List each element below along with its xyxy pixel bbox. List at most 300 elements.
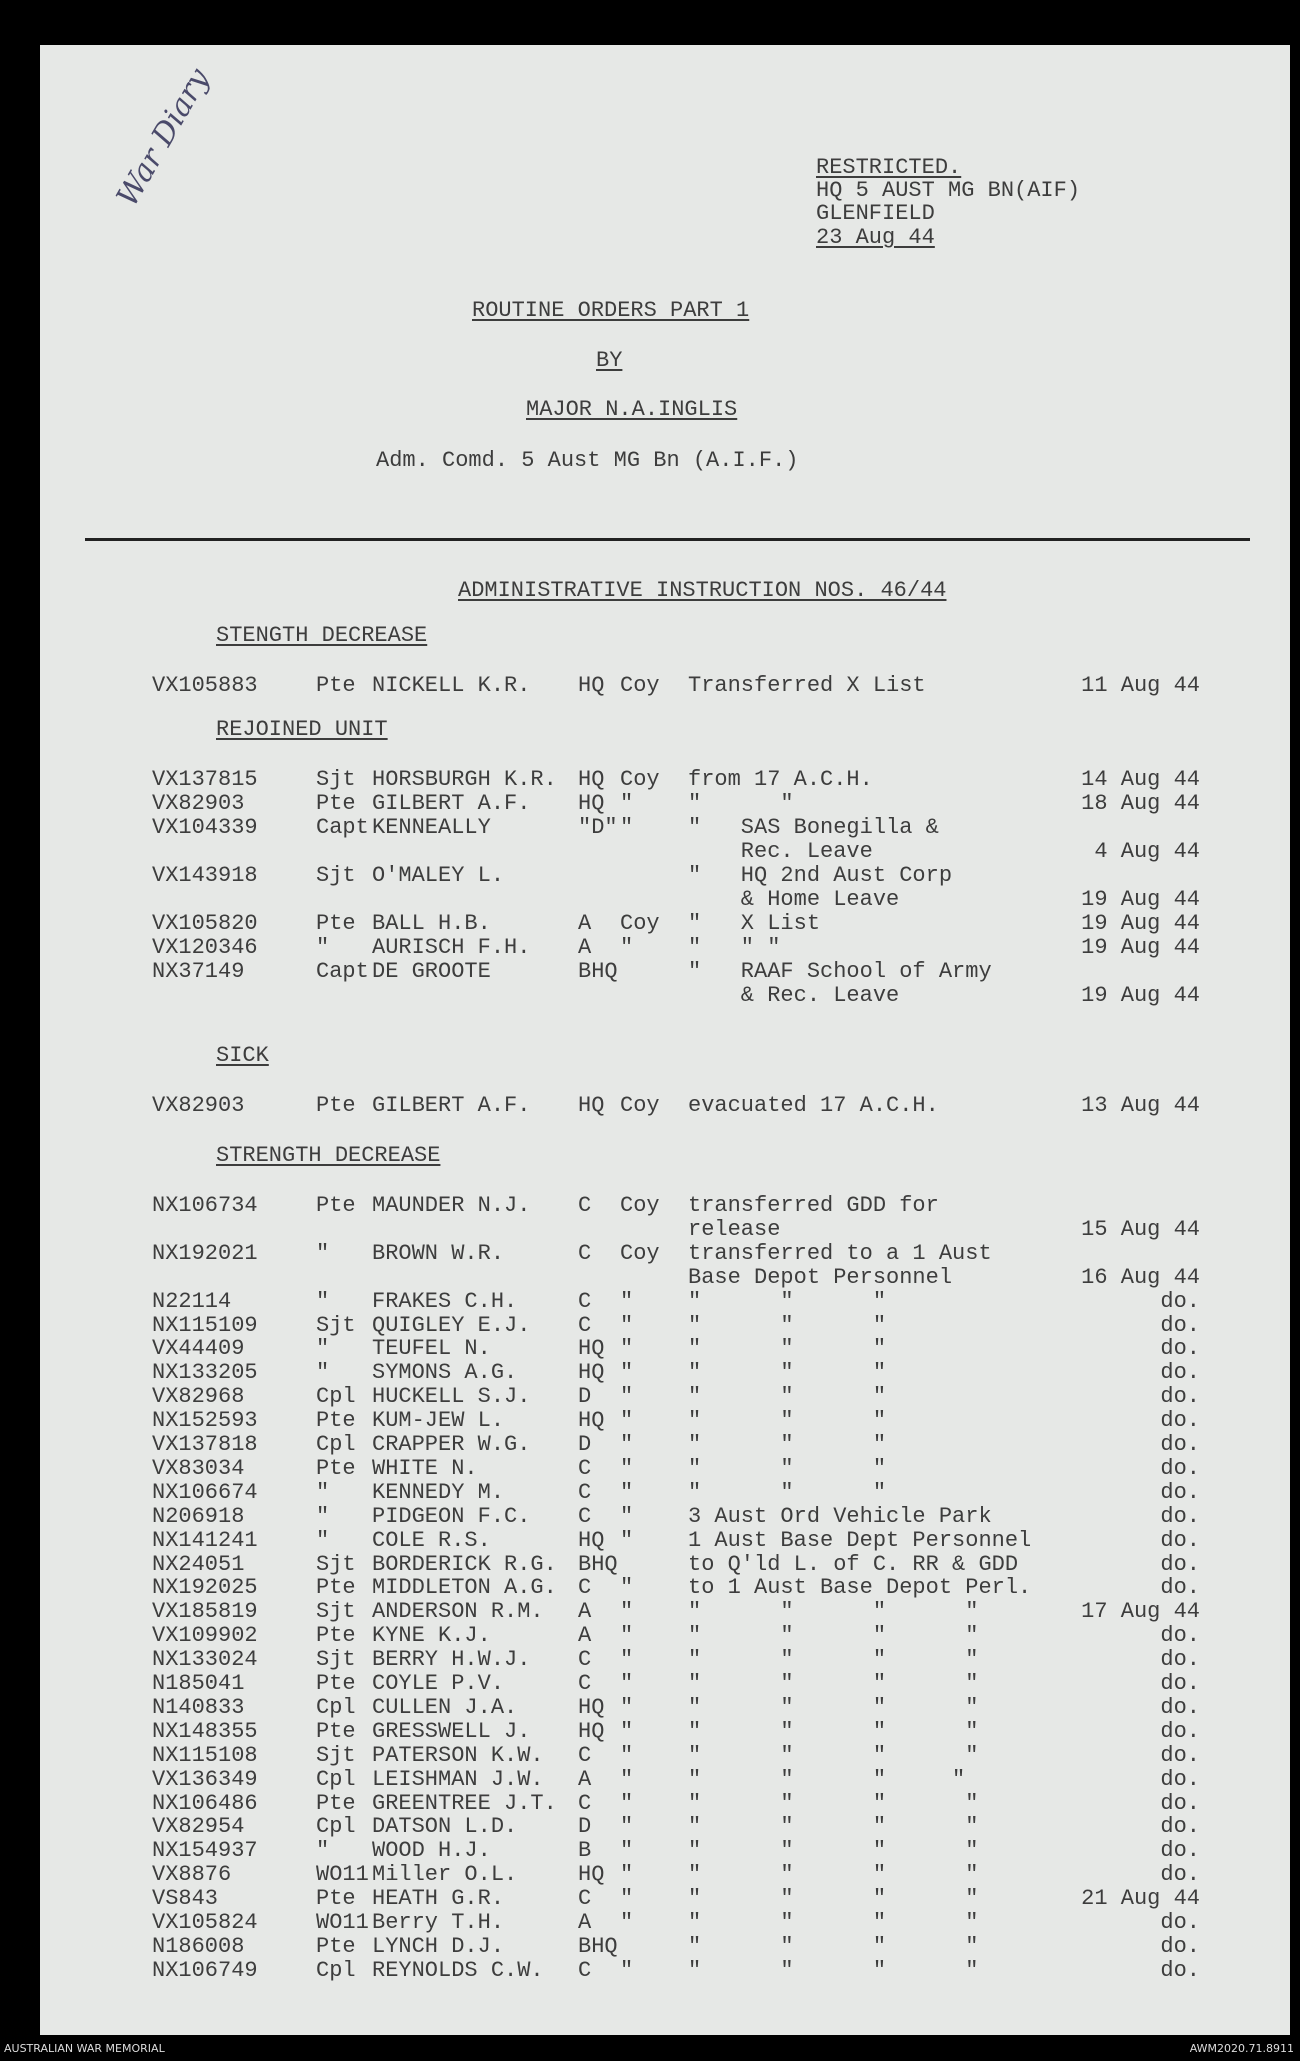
date: 19 Aug 44 — [1081, 935, 1200, 960]
table-row — [40, 1623, 1290, 1647]
remark: " " " — [688, 1432, 887, 1457]
remark: " " " " — [688, 1671, 979, 1696]
company-suffix: " — [620, 1288, 634, 1314]
company: D — [578, 1384, 592, 1410]
date: 14 Aug 44 — [1081, 767, 1200, 792]
table-row — [40, 1814, 1290, 1838]
rank: " — [316, 1336, 330, 1362]
service-number: VX83034 — [152, 1455, 245, 1481]
remark: " HQ 2nd Aust Corp — [688, 863, 953, 888]
soldier-name: COYLE P.V. — [372, 1671, 505, 1696]
company-suffix: " — [620, 1503, 634, 1529]
remark: " SAS Bonegilla & — [688, 815, 939, 840]
company-suffix: " — [620, 1432, 634, 1457]
title-line1: ROUTINE ORDERS PART 1 — [472, 298, 750, 323]
table-row — [40, 1791, 1290, 1815]
company-suffix: Coy — [620, 1093, 660, 1118]
soldier-name: HORSBURGH K.R. — [372, 767, 557, 792]
rank: Sjt — [316, 1742, 356, 1768]
company: HQ — [578, 1527, 605, 1553]
service-number: VX109902 — [152, 1623, 258, 1649]
company: C — [578, 1193, 592, 1218]
date: 18 Aug 44 — [1081, 791, 1200, 816]
remark: " " " — [688, 1312, 887, 1338]
soldier-name: KENNEDY M. — [372, 1479, 505, 1505]
company-suffix: " — [620, 1527, 634, 1553]
rank: Sjt — [316, 1599, 356, 1625]
date: 16 Aug 44 — [1081, 1264, 1200, 1290]
remark: " " " — [688, 1360, 887, 1386]
date: 19 Aug 44 — [1081, 911, 1200, 936]
company: "D" — [578, 815, 618, 840]
service-number: N22114 — [152, 1288, 232, 1314]
rank: Cpl — [316, 1766, 356, 1792]
rank: Pte — [316, 911, 356, 936]
company: HQ — [578, 1408, 605, 1434]
company-suffix: " — [620, 1623, 634, 1649]
company: A — [578, 1623, 592, 1649]
service-number: VX143918 — [152, 863, 258, 888]
service-number: VX137818 — [152, 1432, 258, 1457]
company: A — [578, 911, 592, 936]
table-row — [40, 911, 1290, 935]
service-number: VX120346 — [152, 935, 258, 960]
remark: " " " " — [688, 1623, 979, 1649]
table-row — [40, 1289, 1290, 1313]
date: 15 Aug 44 — [1081, 1216, 1200, 1242]
date: do. — [1160, 1933, 1200, 1959]
service-number: NX106749 — [152, 1957, 258, 1983]
company-suffix: " — [620, 1886, 634, 1912]
company: HQ — [578, 1718, 605, 1744]
service-number: VX8876 — [152, 1862, 232, 1888]
remark: " " " " — [688, 1647, 979, 1673]
rank: Sjt — [316, 1647, 356, 1673]
company: C — [578, 1647, 592, 1673]
table-row — [40, 1599, 1290, 1623]
remark: " " — [688, 791, 794, 816]
table-row — [40, 1093, 1290, 1117]
table-row — [40, 1886, 1290, 1910]
company-suffix: " — [620, 1957, 634, 1983]
company-suffix: " — [620, 1384, 634, 1410]
rank: WO11 — [316, 1910, 369, 1935]
company: D — [578, 1814, 592, 1840]
date: do. — [1160, 1862, 1200, 1888]
service-number: NX24051 — [152, 1551, 245, 1577]
table-row — [40, 673, 1290, 697]
title-line2: BY — [596, 348, 623, 373]
soldier-name: QUIGLEY E.J. — [372, 1312, 531, 1338]
company: A — [578, 1910, 592, 1935]
company-suffix: " — [620, 1599, 634, 1625]
soldier-name: SYMONS A.G. — [372, 1360, 518, 1386]
table-row — [40, 1719, 1290, 1743]
company-suffix: " — [620, 1814, 634, 1840]
company-suffix: " — [620, 1838, 634, 1864]
soldier-name: DATSON L.D. — [372, 1814, 518, 1840]
company: HQ — [578, 1093, 605, 1118]
company-suffix: " — [620, 1312, 634, 1338]
rank: " — [316, 1838, 330, 1864]
company-suffix: " — [620, 1647, 634, 1673]
rank: Cpl — [316, 1432, 356, 1457]
company: C — [578, 1575, 592, 1601]
rank: Capt — [316, 959, 369, 984]
heading-strength-decrease-1: STENGTH DECREASE — [216, 623, 428, 648]
company-suffix: " — [620, 1336, 634, 1362]
soldier-name: WHITE N. — [372, 1455, 478, 1481]
service-number: NX115108 — [152, 1742, 258, 1768]
date: do. — [1160, 1288, 1200, 1314]
rank: Pte — [316, 1623, 356, 1649]
service-number: VX82903 — [152, 791, 245, 816]
remark: & Home Leave — [688, 887, 900, 912]
company-suffix: " — [620, 1910, 634, 1935]
company-suffix: " — [620, 1862, 634, 1888]
company: C — [578, 1790, 592, 1816]
table-row — [40, 1575, 1290, 1599]
rank: Sjt — [316, 1551, 356, 1577]
company: HQ — [578, 1336, 605, 1362]
company-suffix: Coy — [620, 767, 660, 792]
remark: Base Depot Personnel — [688, 1264, 953, 1290]
date: 19 Aug 44 — [1081, 983, 1200, 1008]
remark: " " " " — [688, 1862, 979, 1888]
soldier-name: BALL H.B. — [372, 911, 491, 936]
rank: Pte — [316, 1408, 356, 1434]
date: do. — [1160, 1718, 1200, 1744]
soldier-name: CRAPPER W.G. — [372, 1432, 531, 1457]
header-location: GLENFIELD — [816, 201, 935, 226]
rank: " — [316, 1479, 330, 1505]
date: 4 Aug 44 — [1094, 839, 1200, 864]
rank: Pte — [316, 791, 356, 816]
company-suffix: " — [620, 791, 634, 816]
date: do. — [1160, 1910, 1200, 1935]
table-row — [40, 1241, 1290, 1265]
soldier-name: HUCKELL S.J. — [372, 1384, 531, 1410]
company: HQ — [578, 673, 605, 698]
rank: WO11 — [316, 1862, 369, 1888]
company: HQ — [578, 767, 605, 792]
remark: " " " — [688, 1455, 887, 1481]
divider-rule — [85, 538, 1250, 541]
company-suffix: " — [620, 935, 634, 960]
service-number: NX152593 — [152, 1408, 258, 1434]
remark: " " " " — [688, 1910, 979, 1935]
table-row — [40, 1432, 1290, 1456]
service-number: NX133024 — [152, 1647, 258, 1673]
document-page — [40, 45, 1290, 2035]
soldier-name: DE GROOTE — [372, 959, 491, 984]
rank: Pte — [316, 1886, 356, 1912]
company-suffix: " — [620, 1718, 634, 1744]
company: HQ — [578, 1694, 605, 1720]
soldier-name: COLE R.S. — [372, 1527, 491, 1553]
company-suffix: " — [620, 1671, 634, 1696]
date: 19 Aug 44 — [1081, 887, 1200, 912]
date: 21 Aug 44 — [1081, 1886, 1200, 1912]
date: do. — [1160, 1742, 1200, 1768]
soldier-name: BROWN W.R. — [372, 1240, 505, 1266]
service-number: VX137815 — [152, 767, 258, 792]
table-row — [40, 1217, 1290, 1241]
date: do. — [1160, 1790, 1200, 1816]
remark: transferred to a 1 Aust — [688, 1240, 992, 1266]
table-row — [40, 1336, 1290, 1360]
remark: 1 Aust Base Dept Personnel — [688, 1527, 1032, 1553]
rank: Cpl — [316, 1957, 356, 1983]
rank: Pte — [316, 1790, 356, 1816]
table-row — [40, 959, 1290, 983]
date: do. — [1160, 1455, 1200, 1481]
soldier-name: ANDERSON R.M. — [372, 1599, 544, 1625]
date: do. — [1160, 1432, 1200, 1457]
rank: Pte — [316, 673, 356, 698]
rank: " — [316, 1527, 330, 1553]
rank: Pte — [316, 1575, 356, 1601]
soldier-name: AURISCH F.H. — [372, 935, 531, 960]
service-number: N186008 — [152, 1933, 245, 1959]
date: do. — [1160, 1336, 1200, 1362]
date: do. — [1160, 1814, 1200, 1840]
service-number: NX115109 — [152, 1312, 258, 1338]
company: HQ — [578, 1360, 605, 1386]
remark: " " " " — [688, 1718, 979, 1744]
company: A — [578, 935, 592, 960]
title-line3: MAJOR N.A.INGLIS — [526, 397, 738, 422]
footer-right: AWM2020.71.8911 — [1189, 2042, 1294, 2055]
service-number: NX106734 — [152, 1193, 258, 1218]
date: 11 Aug 44 — [1081, 673, 1200, 698]
company: BHQ — [578, 959, 618, 984]
remark: " " " — [688, 935, 781, 960]
service-number: VX104339 — [152, 815, 258, 840]
company: C — [578, 1503, 592, 1529]
soldier-name: O'MALEY L. — [372, 863, 505, 888]
table-row — [40, 839, 1290, 863]
table-row — [40, 1647, 1290, 1671]
soldier-name: MAUNDER N.J. — [372, 1193, 531, 1218]
table-row — [40, 815, 1290, 839]
service-number: VX105820 — [152, 911, 258, 936]
service-number: NX106674 — [152, 1479, 258, 1505]
table-row — [40, 1360, 1290, 1384]
rank: Pte — [316, 1671, 356, 1696]
company: C — [578, 1479, 592, 1505]
company-suffix: " — [620, 1360, 634, 1386]
rank: " — [316, 935, 330, 960]
rank: Pte — [316, 1193, 356, 1218]
remark: " X List — [688, 911, 821, 936]
rank: Cpl — [316, 1384, 356, 1410]
service-number: NX37149 — [152, 959, 245, 984]
table-row — [40, 1743, 1290, 1767]
date: do. — [1160, 1384, 1200, 1410]
table-row — [40, 1504, 1290, 1528]
rank: " — [316, 1288, 330, 1314]
remark: 3 Aust Ord Vehicle Park — [688, 1503, 992, 1529]
soldier-name: CULLEN J.A. — [372, 1694, 518, 1720]
soldier-name: GILBERT A.F. — [372, 791, 531, 816]
rank: Pte — [316, 1718, 356, 1744]
rank: Cpl — [316, 1694, 356, 1720]
date: do. — [1160, 1957, 1200, 1983]
table-row — [40, 887, 1290, 911]
company-suffix: " — [620, 1694, 634, 1720]
footer-left: AUSTRALIAN WAR MEMORIAL — [4, 2042, 165, 2055]
service-number: N206918 — [152, 1503, 245, 1529]
service-number: NX141241 — [152, 1527, 258, 1553]
table-row — [40, 1408, 1290, 1432]
remark: from 17 A.C.H. — [688, 767, 873, 792]
remark: " " " " — [688, 1886, 979, 1912]
table-row — [40, 1958, 1290, 1982]
table-row — [40, 1313, 1290, 1337]
title-line4: Adm. Comd. 5 Aust MG Bn (A.I.F.) — [376, 448, 799, 473]
date: do. — [1160, 1766, 1200, 1792]
rank: Pte — [316, 1933, 356, 1959]
soldier-name: BERRY H.W.J. — [372, 1647, 531, 1673]
header-unit: HQ 5 AUST MG BN(AIF) — [816, 178, 1081, 203]
remark: Transferred X List — [688, 673, 926, 698]
remark: " " " — [688, 1288, 887, 1314]
rank: " — [316, 1503, 330, 1529]
rank: Pte — [316, 1455, 356, 1481]
soldier-name: GILBERT A.F. — [372, 1093, 531, 1118]
rank: Capt — [316, 815, 369, 840]
remark: " " " " — [688, 1814, 979, 1840]
remark: " " " — [688, 1336, 887, 1362]
company: C — [578, 1288, 592, 1314]
date: do. — [1160, 1575, 1200, 1601]
header-date: 23 Aug 44 — [816, 225, 935, 250]
table-row — [40, 1934, 1290, 1958]
remark: " " " " — [688, 1694, 979, 1720]
table-row — [40, 1456, 1290, 1480]
remark: " " " " — [688, 1838, 979, 1864]
table-row — [40, 791, 1290, 815]
soldier-name: WOOD H.J. — [372, 1838, 491, 1864]
remark: " " " " — [688, 1933, 979, 1959]
date: do. — [1160, 1551, 1200, 1577]
remark: " " " " — [688, 1599, 979, 1625]
service-number: VX105883 — [152, 673, 258, 698]
remark: " " " — [688, 1479, 887, 1505]
remark: Rec. Leave — [688, 839, 873, 864]
soldier-name: PATERSON K.W. — [372, 1742, 544, 1768]
soldier-name: GREENTREE J.T. — [372, 1790, 557, 1816]
rank: Sjt — [316, 863, 356, 888]
company: C — [578, 1312, 592, 1338]
soldier-name: KENNEALLY — [372, 815, 491, 840]
table-row — [40, 1671, 1290, 1695]
table-row — [40, 1480, 1290, 1504]
company-suffix: " — [620, 1790, 634, 1816]
company-suffix: " — [620, 1742, 634, 1768]
handwritten-note: War Diary — [110, 62, 217, 213]
date: do. — [1160, 1694, 1200, 1720]
service-number: NX154937 — [152, 1838, 258, 1864]
table-row — [40, 863, 1290, 887]
date: do. — [1160, 1671, 1200, 1696]
company-suffix: " — [620, 1575, 634, 1601]
table-row — [40, 935, 1290, 959]
table-row — [40, 1767, 1290, 1791]
company-suffix: " — [620, 1408, 634, 1434]
date: do. — [1160, 1312, 1200, 1338]
company: C — [578, 1886, 592, 1912]
company: BHQ — [578, 1933, 618, 1959]
company: C — [578, 1240, 592, 1266]
date: 13 Aug 44 — [1081, 1093, 1200, 1118]
heading-rejoined: REJOINED UNIT — [216, 717, 388, 742]
remark: to 1 Aust Base Depot Perl. — [688, 1575, 1032, 1601]
rank: Sjt — [316, 1312, 356, 1338]
soldier-name: KUM-JEW L. — [372, 1408, 505, 1434]
soldier-name: GRESSWELL J. — [372, 1718, 531, 1744]
company-suffix: Coy — [620, 1193, 660, 1218]
remark: & Rec. Leave — [688, 983, 900, 1008]
rank: " — [316, 1240, 330, 1266]
service-number: NX148355 — [152, 1718, 258, 1744]
company: D — [578, 1432, 592, 1457]
soldier-name: TEUFEL N. — [372, 1336, 491, 1362]
soldier-name: MIDDLETON A.G. — [372, 1575, 557, 1601]
service-number: VX82968 — [152, 1384, 245, 1410]
rank: Cpl — [316, 1814, 356, 1840]
company: A — [578, 1766, 592, 1792]
instruction-title: ADMINISTRATIVE INSTRUCTION NOS. 46/44 — [458, 578, 947, 603]
company-suffix: " — [620, 815, 634, 840]
remark: " " " " — [688, 1957, 979, 1983]
table-row — [40, 983, 1290, 1007]
soldier-name: Berry T.H. — [372, 1910, 505, 1935]
company: C — [578, 1742, 592, 1768]
company: B — [578, 1838, 592, 1864]
service-number: VX136349 — [152, 1766, 258, 1792]
company-suffix: Coy — [620, 1240, 660, 1266]
table-row — [40, 1862, 1290, 1886]
remark: transferred GDD for — [688, 1193, 939, 1218]
remark: to Q'ld L. of C. RR & GDD — [688, 1551, 1019, 1577]
service-number: VX44409 — [152, 1336, 245, 1362]
remark: " " " " — [688, 1790, 979, 1816]
service-number: VX82903 — [152, 1093, 245, 1118]
table-row — [40, 1552, 1290, 1576]
soldier-name: PIDGEON F.C. — [372, 1503, 531, 1529]
soldier-name: Miller O.L. — [372, 1862, 518, 1888]
soldier-name: BORDERICK R.G. — [372, 1551, 557, 1577]
service-number: NX133205 — [152, 1360, 258, 1386]
remark: " " " — [688, 1408, 887, 1434]
soldier-name: FRAKES C.H. — [372, 1288, 518, 1314]
service-number: VX82954 — [152, 1814, 245, 1840]
company: C — [578, 1671, 592, 1696]
soldier-name: NICKELL K.R. — [372, 673, 531, 698]
company-suffix: Coy — [620, 673, 660, 698]
service-number: NX192025 — [152, 1575, 258, 1601]
rank: Sjt — [316, 767, 356, 792]
date: do. — [1160, 1623, 1200, 1649]
date: do. — [1160, 1647, 1200, 1673]
service-number: N185041 — [152, 1671, 245, 1696]
date: do. — [1160, 1360, 1200, 1386]
service-number: N140833 — [152, 1694, 245, 1720]
company-suffix: Coy — [620, 911, 660, 936]
table-row — [40, 1265, 1290, 1289]
